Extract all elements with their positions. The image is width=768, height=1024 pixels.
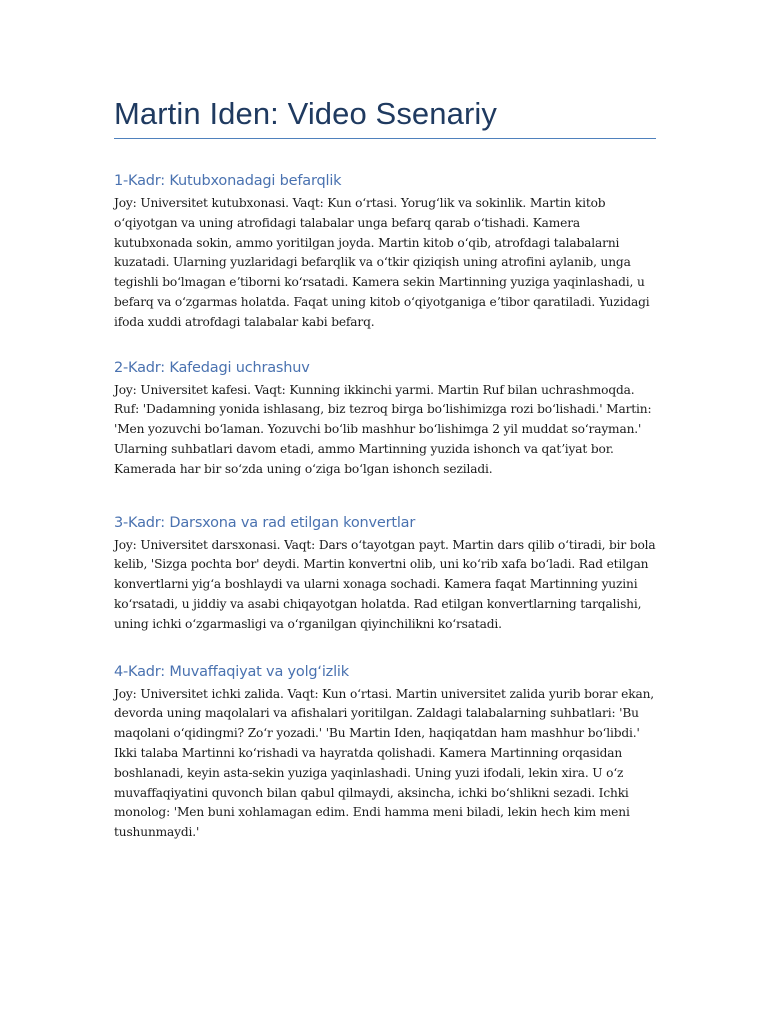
scene-description: Joy: Universitet kafesi. Vaqt: Kunning ikkinchi yarmi. Martin Ruf bilan uchrashmoqda. Ruf: 'Dadamning yonida ishlasang, biz tezroq birga boʻlishimizga rozi boʻlishadi.' Martin: 'Men yozuvchi boʻlaman. Yozuvchi boʻlib mashhur boʻlishimga 2 yil muddat soʻrayman.' Ularning suhbatlari davom etadi, ammo Martinning yuzida ishonch va qatʼiyat bor. Kamerada har bir soʻzda uning oʻziga boʻlgan ishonch seziladi. — [114, 382, 652, 476]
scene-heading: 2-Kadr: Kafedagi uchrashuv — [114, 359, 310, 376]
title-divider — [114, 138, 656, 139]
scene-section-1 — [114, 171, 656, 333]
document-page — [114, 94, 656, 843]
scene-heading: 3-Kadr: Darsxona va rad etilgan konvertlar — [114, 514, 416, 531]
scene-heading: 1-Kadr: Kutubxonadagi befarqlik — [114, 173, 342, 189]
scene-section-4 — [114, 662, 656, 843]
scene-section-3 — [114, 513, 656, 635]
scene-description: Joy: Universitet kutubxonasi. Vaqt: Kun oʻrtasi. Yorugʻlik va sokinlik. Martin kitob oʻqiyotgan va uning atrofidagi talabalar unga befarq qarab oʻtishadi. Kamera kutubxonada sokin, ammo yoritilgan joyda. Martin kitob oʻqib, atrofdagi talabalarni kuzatadi. Ularning yuzlaridagi befarqlik va oʻtkir qiziqish uning atrofini aylanib, unga tegishli boʻlmagan eʼtiborni koʻrsatadi. Kamera sekin Martinning yuziga yaqinlashadi, u befarq va oʻzgarmas holatda. Faqat uning kitob oʻqiyotganiga eʼtibor qaratiladi. Yuzidagi ifoda xuddi atrofdagi talabalar kabi befarq. — [114, 196, 650, 329]
scene-description: Joy: Universitet ichki zalida. Vaqt: Kun oʻrtasi. Martin universitet zalida yurib borar ekan, devorda uning maqolalari va afishalari yoritilgan. Zaldagi talabalarning suhbatlari: 'Bu maqolani oʻqidingmi? Zoʻr yozadi.' 'Bu Martin Iden, haqiqatdan ham mashhur boʻlibdi.' Ikki talaba Martinni koʻrishadi va hayratda qolishadi. Kamera Martinning orqasidan boshlanadi, keyin asta-sekin yuziga yaqinlashadi. Uning yuzi ifodali, lekin xira. U oʻz muvaffaqiyatini quvonch bilan qabul qilmaydi, aksincha, ichki boʻshlikni sezadi. Ichki monolog: 'Men buni xohlamagan edim. Endi hamma meni biladi, lekin hech kim meni tushunmaydi.' — [114, 686, 655, 840]
scene-heading: 4-Kadr: Muvaffaqiyat va yolgʻizlik — [114, 663, 349, 680]
scene-section-2 — [114, 358, 656, 480]
document-title: Martin Iden: Video Ssenariy — [114, 96, 497, 131]
scene-description: Joy: Universitet darsxonasi. Vaqt: Dars oʻtayotgan payt. Martin dars qilib oʻtiradi, bir bola kelib, 'Sizga pochta bor' deydi. Martin konvertni olib, uni koʻrib xafa boʻladi. Rad etilgan konvertlarni yigʻa boshlaydi va ularni xonaga sochadi. Kamera faqat Martinning yuzini koʻrsatadi, u jiddiy va asabi chiqayotgan holatda. Rad etilgan konvertlarning tarqalishi, uning ichki oʻzgarmasligi va oʻrganilgan qiyinchilikni koʻrsatadi. — [114, 537, 656, 631]
